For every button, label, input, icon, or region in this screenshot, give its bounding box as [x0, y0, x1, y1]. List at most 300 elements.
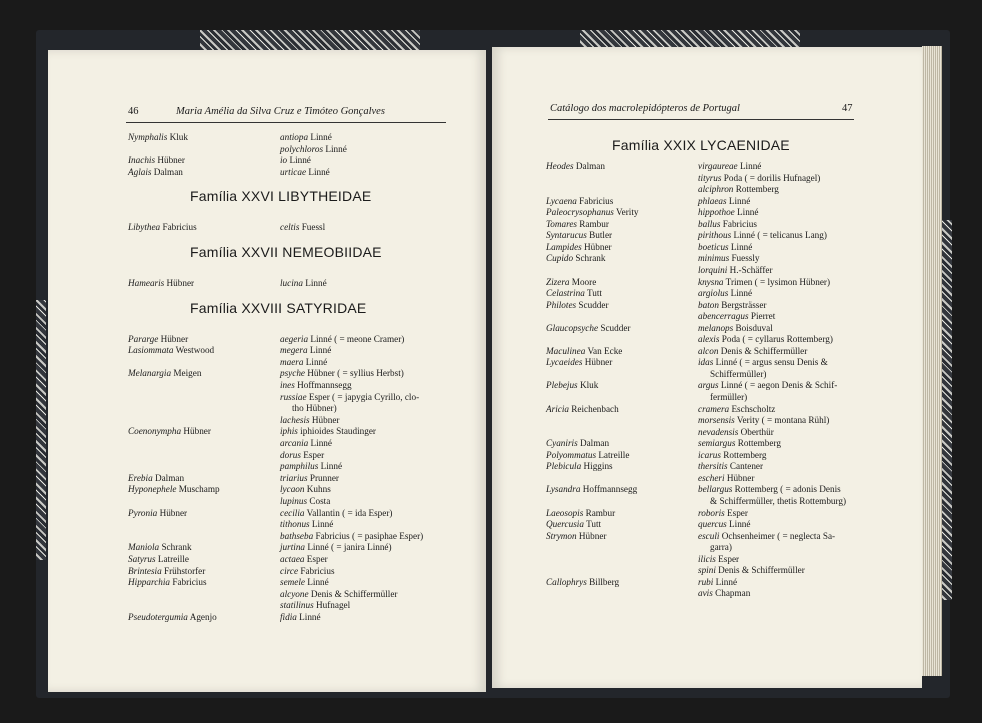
- species-name: idas: [698, 357, 714, 368]
- genus-name: Nymphalis: [128, 132, 168, 142]
- species-entry: [280, 368, 404, 379]
- species-name: ines: [280, 380, 295, 390]
- genus-author: Dalman: [153, 166, 183, 177]
- species-author: Linné ( = meone Cramer): [310, 333, 405, 344]
- genus-author: Hübner: [183, 426, 211, 437]
- species-entry: [698, 300, 766, 311]
- species-author: Denis & Schiffermüller: [720, 345, 808, 356]
- genus-name: Lycaena: [546, 195, 577, 206]
- genus-author: Fabricius: [162, 222, 197, 233]
- species-entry: [280, 600, 350, 611]
- genus-entry: [128, 612, 217, 623]
- genus-entry: [546, 323, 630, 334]
- genus-entry: [546, 519, 601, 530]
- genus-author: Dalman: [579, 438, 610, 449]
- species-name: avis: [698, 588, 713, 599]
- genus-author: Billberg: [589, 576, 620, 587]
- species-name: pamphilus: [280, 461, 319, 472]
- species-name: jurtina: [280, 542, 306, 553]
- right-page: [492, 47, 922, 688]
- species-entry: [280, 531, 423, 542]
- species-entry: [280, 612, 321, 623]
- genus-entry: [128, 132, 188, 143]
- species-entry: [280, 577, 329, 588]
- species-entry: [698, 207, 758, 218]
- species-author: Pierret: [750, 311, 776, 322]
- species-name: psyche: [280, 368, 305, 379]
- species-name: io: [280, 155, 288, 166]
- species-author: Trimen ( = lysimon Hübner): [725, 276, 831, 287]
- marbled-cover-top-left: [200, 30, 420, 50]
- species-author: Linné: [325, 143, 347, 154]
- genus-author: Kluk: [579, 380, 599, 391]
- genus-author: Fabricius: [579, 195, 614, 206]
- genus-author: Tutt: [586, 519, 602, 530]
- species-author: Esper ( = japygia Cyrillo, clo-: [308, 391, 420, 402]
- species-entry: [280, 380, 352, 391]
- genus-entry: [128, 542, 192, 553]
- species-author: Linné: [305, 356, 328, 367]
- species-author: Hübner: [726, 472, 755, 483]
- species-name: rubi: [698, 576, 714, 587]
- species-entry: [280, 450, 324, 461]
- species-entry: [280, 542, 392, 553]
- genus-name: Coenonympha: [128, 426, 182, 437]
- genus-author: Higgins: [583, 461, 613, 472]
- species-name: lycaon: [280, 484, 305, 495]
- genus-author: Latreille: [598, 449, 630, 460]
- genus-author: Verity: [616, 207, 639, 218]
- genus-name: Maniola: [128, 542, 160, 553]
- species-name: esculi: [698, 530, 720, 541]
- species-entry: [280, 473, 339, 484]
- species-author: Linné: [305, 278, 327, 288]
- genus-name: Callophrys: [546, 576, 587, 587]
- genus-entry: [546, 461, 613, 472]
- genus-entry: [546, 577, 619, 588]
- species-entry: [698, 565, 805, 576]
- genus-entry: [546, 207, 638, 218]
- genus-name: Pararge: [128, 333, 159, 344]
- species-entry: [698, 173, 820, 184]
- species-name: maera: [280, 356, 304, 367]
- genus-entry: [128, 577, 207, 588]
- species-name: argiolus: [698, 288, 729, 299]
- species-name: semele: [280, 577, 305, 588]
- species-author: Denis & Schiffermüller: [718, 565, 805, 576]
- species-entry: [280, 566, 335, 577]
- species-author: Kuhns: [306, 484, 331, 495]
- genus-author: Muschamp: [178, 484, 220, 495]
- species-entry: [698, 253, 760, 264]
- species-entry: [280, 357, 327, 368]
- species-entry: [698, 265, 773, 276]
- page-number: 47: [842, 103, 853, 114]
- species-author: Fabricius ( = pasiphae Esper): [315, 530, 424, 541]
- genus-name: Lasiommata: [128, 345, 174, 356]
- genus-entry: [128, 508, 187, 519]
- species-name: ballus: [698, 218, 721, 229]
- species-entry: [698, 415, 829, 426]
- genus-entry: [546, 484, 637, 495]
- genus-name: Inachis: [128, 155, 156, 166]
- species-author: Linné: [737, 207, 759, 218]
- species-entry: [698, 357, 828, 368]
- genus-name: Zizera: [546, 276, 570, 287]
- species-author: Poda ( = cyllarus Rottemberg): [721, 334, 833, 345]
- species-entry: [698, 554, 739, 565]
- genus-entry: [128, 278, 194, 289]
- species-entry: [280, 278, 327, 289]
- species-name: boeticus: [698, 241, 729, 252]
- header-rule: [126, 122, 446, 123]
- genus-entry: [128, 566, 205, 577]
- species-author: Rottemberg: [723, 449, 767, 460]
- genus-name: Paleocrysophanus: [546, 207, 614, 218]
- genus-name: Hipparchia: [128, 577, 171, 588]
- genus-author: Frühstorfer: [163, 565, 206, 576]
- species-author: Prunner: [309, 472, 339, 483]
- genus-entry: [546, 242, 612, 253]
- species-author: Hübner ( = syllius Herbst): [307, 368, 404, 379]
- species-author: Linné: [730, 288, 753, 299]
- genus-entry: [546, 196, 613, 207]
- page-number: 46: [128, 106, 139, 117]
- species-name: alciphron: [698, 184, 734, 195]
- species-author: Linné: [311, 519, 334, 530]
- species-name: phlaeas: [698, 195, 727, 206]
- genus-entry: [128, 473, 184, 484]
- species-entry: [698, 184, 779, 195]
- species-author: Linné: [307, 577, 329, 588]
- species-entry: [698, 438, 781, 449]
- genus-name: Aglais: [128, 166, 152, 177]
- family-heading: Família XXVII NEMEOBIIDAE: [190, 244, 382, 260]
- species-author: Linné ( = aegon Denis & Schif-: [720, 380, 838, 391]
- species-entry: [698, 519, 750, 530]
- species-name: cramera: [698, 403, 730, 414]
- species-entry: [280, 496, 330, 507]
- running-head: Catálogo dos macrolepidópteros de Portugal: [550, 103, 740, 114]
- species-entry: [698, 427, 774, 438]
- species-name: iphis: [280, 426, 298, 437]
- species-entry: [698, 161, 761, 172]
- species-name: nevadensis: [698, 426, 739, 437]
- species-author: Linné: [730, 241, 753, 252]
- species-author: Eschscholtz: [731, 403, 776, 414]
- species-author: Oberthür: [740, 426, 774, 437]
- species-entry: [698, 450, 766, 461]
- genus-author: Agenjo: [189, 612, 217, 622]
- species-entry: [698, 461, 763, 472]
- species-name: lorquini: [698, 264, 728, 275]
- species-entry: [710, 369, 766, 380]
- species-author: Linné: [728, 195, 751, 206]
- genus-name: Philotes: [546, 299, 577, 310]
- species-name: semiargus: [698, 438, 736, 449]
- species-author: Esper: [718, 553, 740, 564]
- genus-entry: [128, 554, 189, 565]
- species-name: alexis: [698, 334, 720, 345]
- species-name: circe: [280, 565, 299, 576]
- species-author: Linné: [289, 155, 311, 166]
- species-name: tityrus: [698, 172, 722, 183]
- genus-entry: [546, 357, 612, 368]
- species-name: minimus: [698, 253, 730, 264]
- genus-entry: [546, 380, 598, 391]
- genus-name: Strymon: [546, 530, 577, 541]
- species-name: antiopa: [280, 132, 309, 142]
- species-author: Vallantin ( = ida Esper): [306, 507, 393, 518]
- species-name: quercus: [698, 519, 727, 530]
- species-name: bathseba: [280, 530, 314, 541]
- species-author: Hoffmannsegg: [297, 380, 352, 390]
- running-head: Maria Amélia da Silva Cruz e Timóteo Gonçalves: [176, 106, 385, 117]
- genus-author: Moore: [571, 276, 597, 287]
- genus-author: Rambur: [585, 507, 616, 518]
- species-entry: [280, 438, 332, 449]
- species-author: Linné: [739, 161, 762, 171]
- genus-name: Celastrina: [546, 288, 585, 299]
- species-entry: [698, 531, 835, 542]
- genus-entry: [546, 346, 622, 357]
- species-entry: [280, 167, 330, 178]
- species-name: aegeria: [280, 333, 309, 344]
- genus-name: Satyrus: [128, 554, 156, 564]
- genus-author: Schrank: [161, 542, 192, 553]
- genus-name: Pyronia: [128, 507, 158, 518]
- species-entry: [280, 554, 328, 565]
- species-author: Fuessl: [301, 222, 326, 233]
- species-entry: [698, 588, 750, 599]
- species-author: Hufnagel: [316, 600, 351, 611]
- genus-author: Hübner: [166, 278, 195, 288]
- species-author: Linné: [729, 519, 751, 530]
- species-author: Linné: [320, 461, 343, 472]
- species-entry: [280, 132, 332, 143]
- species-entry: [280, 484, 331, 495]
- species-entry: [710, 496, 846, 507]
- genus-name: Quercusia: [546, 519, 584, 530]
- genus-name: Lampides: [546, 241, 582, 252]
- species-entry: [280, 222, 325, 233]
- species-author: Hübner: [311, 414, 340, 425]
- species-author: Bergsträsser: [721, 299, 767, 310]
- genus-author: Hübner: [578, 530, 607, 541]
- species-author: Cantener: [729, 461, 764, 472]
- genus-name: Maculinea: [546, 345, 586, 356]
- genus-name: Pseudotergumia: [128, 612, 188, 622]
- genus-author: Schrank: [575, 253, 606, 264]
- species-entry: [280, 426, 376, 437]
- genus-name: Cyaniris: [546, 438, 578, 449]
- left-page: [48, 50, 486, 692]
- species-entry: [710, 542, 732, 553]
- genus-author: Kluk: [169, 132, 188, 142]
- genus-author: Butler: [589, 230, 613, 241]
- species-author: fermüller): [710, 392, 748, 402]
- genus-name: Syntarucus: [546, 230, 587, 241]
- species-name: alcon: [698, 345, 719, 356]
- species-entry: [698, 288, 752, 299]
- species-entry: [280, 461, 342, 472]
- genus-name: Plebejus: [546, 380, 578, 391]
- species-name: megera: [280, 345, 308, 356]
- header-rule: [548, 119, 854, 120]
- genus-name: Hamearis: [128, 278, 165, 288]
- species-entry: [698, 508, 748, 519]
- species-entry: [698, 484, 841, 495]
- species-entry: [698, 196, 750, 207]
- species-author: garra): [710, 542, 732, 553]
- genus-author: Tutt: [586, 288, 602, 299]
- species-name: celtis: [280, 222, 300, 233]
- species-name: ilicis: [698, 553, 716, 564]
- genus-name: Lysandra: [546, 484, 581, 495]
- species-author: Esper: [306, 554, 328, 564]
- species-entry: [280, 345, 331, 356]
- species-author: Fabricius: [300, 565, 335, 576]
- species-name: spini: [698, 565, 716, 576]
- species-entry: [698, 380, 837, 391]
- species-author: Linné ( = telicanus Lang): [733, 230, 827, 241]
- species-author: & Schiffermüller, thetis Rottemburg): [710, 495, 847, 506]
- species-name: thersitis: [698, 461, 728, 472]
- species-name: alcyone: [280, 588, 309, 599]
- genus-entry: [546, 404, 619, 415]
- genus-name: Polyommatus: [546, 449, 597, 460]
- species-entry: [280, 508, 392, 519]
- genus-entry: [128, 222, 197, 233]
- species-author: Chapman: [715, 588, 751, 599]
- species-name: hippothoe: [698, 207, 735, 218]
- genus-name: Hyponephele: [128, 484, 177, 495]
- species-name: actaea: [280, 554, 305, 564]
- marbled-cover-left-edge: [36, 300, 46, 560]
- species-name: pirithous: [698, 230, 732, 241]
- genus-entry: [128, 345, 214, 356]
- species-entry: [280, 392, 419, 403]
- genus-entry: [546, 300, 609, 311]
- genus-name: Tomares: [546, 218, 577, 229]
- species-name: knysna: [698, 276, 724, 287]
- genus-entry: [546, 161, 605, 172]
- species-entry: [280, 415, 339, 426]
- species-author: Boisduval: [735, 322, 773, 333]
- species-author: Linné ( = janira Linné): [307, 542, 392, 553]
- family-heading: Família XXVIII SATYRIDAE: [190, 299, 367, 316]
- species-author: Linné: [310, 132, 332, 142]
- species-entry: [710, 392, 747, 403]
- species-name: bellargus: [698, 484, 733, 495]
- species-author: Esper: [303, 449, 325, 460]
- genus-author: Rambur: [579, 218, 609, 229]
- page-edges: [922, 46, 942, 676]
- species-name: polychloros: [280, 143, 324, 154]
- species-author: Rottemberg: [735, 184, 779, 195]
- marbled-cover-top-right: [580, 30, 800, 47]
- genus-entry: [546, 438, 609, 449]
- genus-entry: [546, 277, 596, 288]
- genus-name: Erebia: [128, 472, 153, 483]
- genus-entry: [546, 230, 612, 241]
- genus-author: Meigen: [173, 368, 202, 379]
- species-author: Linné ( = argus sensu Denis &: [715, 357, 828, 368]
- genus-entry: [128, 484, 220, 495]
- genus-name: Melanargia: [128, 368, 172, 379]
- species-name: lupinus: [280, 496, 308, 506]
- genus-entry: [128, 334, 188, 345]
- species-name: morsensis: [698, 415, 735, 426]
- genus-author: Hübner: [584, 241, 612, 252]
- species-author: iphioides Staudinger: [300, 426, 376, 437]
- genus-name: Cupido: [546, 253, 574, 264]
- genus-name: Heodes: [546, 161, 574, 171]
- species-entry: [292, 403, 337, 414]
- genus-entry: [546, 450, 629, 461]
- genus-entry: [128, 155, 185, 166]
- genus-author: Van Ecke: [587, 345, 623, 356]
- genus-entry: [546, 531, 606, 542]
- family-heading: Família XXIX LYCAENIDAE: [612, 137, 790, 153]
- species-name: abencerragus: [698, 311, 749, 322]
- genus-entry: [546, 219, 609, 230]
- species-name: dorus: [280, 449, 301, 460]
- genus-entry: [128, 368, 201, 379]
- species-entry: [280, 155, 311, 166]
- genus-name: Plebicula: [546, 461, 582, 472]
- genus-name: Aricia: [546, 403, 569, 414]
- species-name: statilinus: [280, 600, 314, 611]
- species-name: escheri: [698, 472, 725, 483]
- genus-author: Latreille: [157, 554, 189, 564]
- genus-entry: [128, 426, 211, 437]
- species-name: icarus: [698, 449, 721, 460]
- genus-author: Hübner: [157, 155, 185, 166]
- species-author: H.-Schäffer: [729, 264, 773, 275]
- species-name: lachesis: [280, 414, 310, 425]
- species-author: Rottemberg ( = adonis Denis: [734, 484, 841, 495]
- species-entry: [698, 473, 754, 484]
- species-entry: [698, 334, 833, 345]
- species-author: Linné: [310, 438, 332, 448]
- species-entry: [698, 404, 775, 415]
- genus-author: Dalman: [154, 472, 185, 483]
- species-author: Linné: [309, 345, 332, 356]
- species-author: Verity ( = montana Rühl): [736, 415, 830, 426]
- genus-name: Glaucopsyche: [546, 322, 599, 333]
- species-entry: [698, 230, 827, 241]
- species-entry: [280, 334, 404, 345]
- species-author: Poda ( = dorilis Hufnagel): [723, 172, 821, 183]
- species-entry: [698, 219, 757, 230]
- species-author: Linné: [299, 612, 321, 622]
- genus-author: Dalman: [575, 161, 605, 171]
- species-author: Fuessly: [731, 253, 760, 264]
- species-name: baton: [698, 299, 719, 310]
- species-author: tho Hübner): [292, 403, 337, 414]
- species-entry: [280, 519, 333, 530]
- species-name: virgaureae: [698, 161, 738, 171]
- species-entry: [280, 144, 347, 155]
- genus-author: Hübner: [160, 333, 189, 344]
- species-name: cecilia: [280, 507, 305, 518]
- species-name: fidia: [280, 612, 297, 622]
- species-author: Fabricius: [722, 218, 757, 229]
- genus-entry: [546, 288, 602, 299]
- species-author: Denis & Schiffermüller: [310, 588, 398, 599]
- species-author: Costa: [309, 496, 331, 506]
